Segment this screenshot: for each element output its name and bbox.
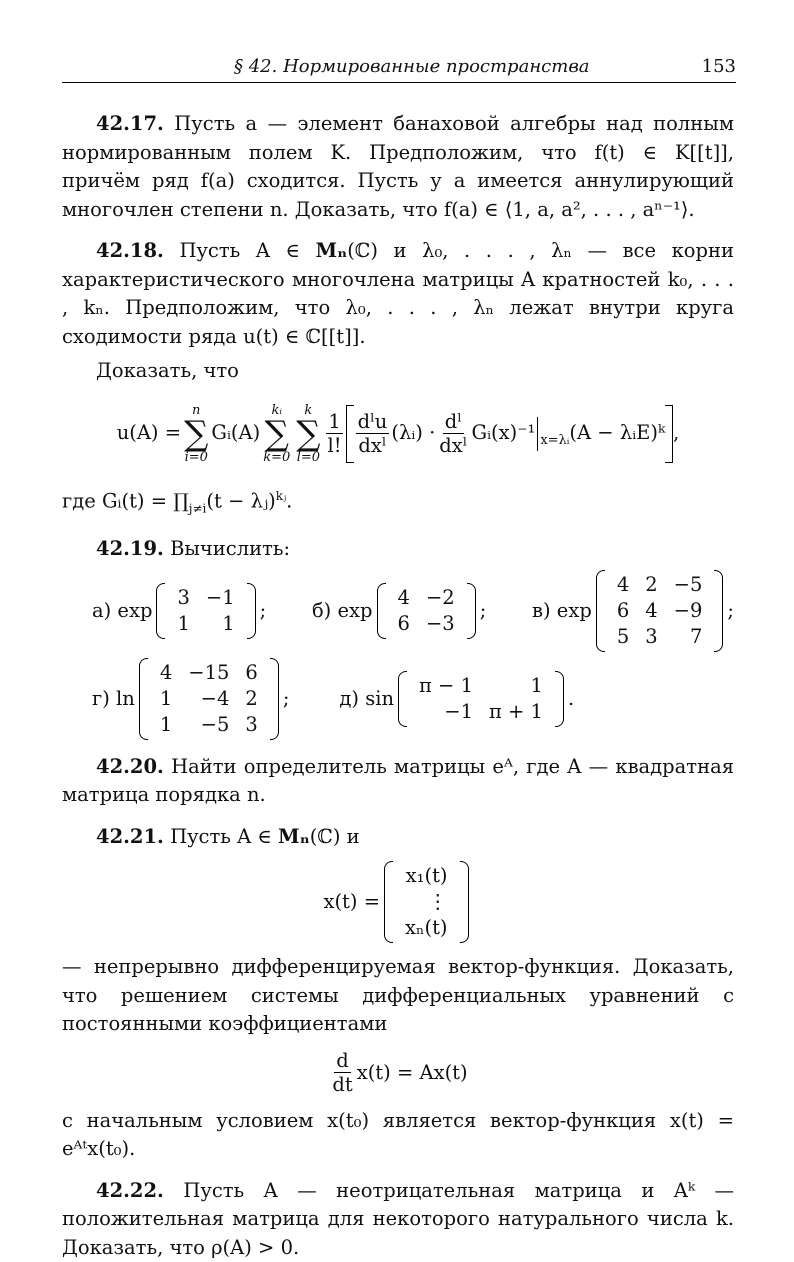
page-number: 153 <box>701 56 736 77</box>
matrix-cell: 4 <box>616 572 630 596</box>
exercise-end: ; <box>727 598 734 622</box>
problem-text-b: (ℂ) и <box>309 824 360 848</box>
matrix-right-paren <box>467 583 476 639</box>
exercise-end: ; <box>282 686 290 710</box>
exercise-d <box>339 671 574 727</box>
formula-Ginv: Gᵢ(x)⁻¹ <box>471 421 536 445</box>
frac-num: d <box>336 1048 349 1072</box>
problem-text: Вычислить: <box>170 537 291 561</box>
matrix-cell: −5 <box>673 572 703 596</box>
matrix-left-paren <box>377 583 386 639</box>
sum-top: kᵢ <box>271 402 282 418</box>
frac-den: dxˡ <box>358 434 387 457</box>
frac-num: dˡu <box>357 409 388 433</box>
sum-top: n <box>192 402 201 418</box>
matrix-cell: 1 <box>159 686 173 710</box>
left-bracket <box>346 405 354 463</box>
problem-number: 42.19. <box>96 537 164 561</box>
matrix-cell: 2 <box>245 686 258 710</box>
matrix-cell: 3 <box>245 712 258 736</box>
sum-l: k ∑ l=0 <box>296 402 321 465</box>
problem-42-19 <box>62 535 734 564</box>
formula-G: Gᵢ(A) <box>211 421 261 445</box>
formula-tail: (A − λᵢE)ᵏ <box>569 421 666 445</box>
matrix <box>156 583 255 639</box>
matrix-cell: −5 <box>200 712 230 736</box>
matrix-cell: 1 <box>177 611 190 635</box>
matrix-cell: ⋮ <box>428 890 448 914</box>
where-text: где Gᵢ(t) = ∏ <box>62 489 189 512</box>
problem-text-a: Пусть A ∈ <box>179 239 316 262</box>
matrix <box>398 671 564 727</box>
formula-eval: x=λᵢ <box>540 433 570 448</box>
running-header <box>62 54 736 83</box>
where-line <box>62 482 734 523</box>
where-rest: (t − λⱼ) <box>206 489 276 512</box>
frac-dlu <box>356 410 390 458</box>
formula-u-of-A <box>62 404 734 464</box>
problem-text: Пусть A — неотрицательная матрица и Aᵏ — положительная матрица для некоторого натурального числа k. Доказать, что ρ(A) > 0. <box>62 1178 734 1259</box>
formula-lhs: u(A) = <box>116 421 182 445</box>
matrix-cell: 3 <box>645 624 658 648</box>
exercise-a <box>92 583 266 639</box>
sum-bottom: i=0 <box>184 449 208 465</box>
matrix-cell: xₙ(t) <box>405 916 448 940</box>
problem-text: Найти определитель матрицы eᴬ, где A — квадратная матрица порядка n. <box>62 754 735 807</box>
problem-text: Пусть a — элемент банаховой алгебры над полным нормированным полем K. Предположим, что f(t) ∈ K[[t]], причём ряд f(a) сходится. Пусть у a имеется аннулирующий многочлен степени n. Доказать, что f(a) ∈ ⟨1, a, a², . . . , aⁿ⁻¹⟩. <box>62 112 734 221</box>
vector-lhs: x(t) = <box>323 890 381 914</box>
sum-k: kᵢ ∑ k=0 <box>263 402 291 465</box>
frac-den: dxˡ <box>439 434 468 457</box>
matrix-right-paren <box>460 861 469 943</box>
matrix-right-paren <box>270 658 279 740</box>
frac-den: dt <box>332 1073 353 1097</box>
matrix-cell: 1 <box>530 673 543 697</box>
continuation-text: — непрерывно дифференцируемая вектор-функция. Доказать, что решением системы дифференциальных уравнений с постоянными коэффициентами <box>62 955 734 1036</box>
matrix-cell: x₁(t) <box>405 864 448 888</box>
frac-d-dt <box>330 1049 354 1097</box>
sum-bottom: k=0 <box>263 449 291 465</box>
matrix-cell: 4 <box>397 585 410 609</box>
matrix-cell: −9 <box>673 598 703 622</box>
problem-42-22 <box>62 1177 734 1262</box>
problem-text-a: Пусть A ∈ <box>170 824 278 848</box>
matrix-right-paren <box>714 570 723 652</box>
matrix-cell: −3 <box>425 611 455 635</box>
matrix-cell: 6 <box>397 611 410 635</box>
header-title: § 42. Нормированные пространства <box>234 56 590 77</box>
problem-42-18 <box>62 237 734 351</box>
matrix-cell: −2 <box>425 585 455 609</box>
matrix-left-paren <box>398 671 407 727</box>
exercise-label: а) exp <box>92 598 153 622</box>
frac-1-over-lfact <box>326 410 344 458</box>
sum-bottom: l=0 <box>296 449 321 465</box>
content <box>62 110 734 1262</box>
initial-condition-text: с начальным условием x(t₀) является вектор-функция x(t) = eᴬᵗx(t₀). <box>62 1108 734 1161</box>
matrix-left-paren <box>384 861 393 943</box>
exercise-label: г) ln <box>92 686 135 710</box>
frac-num: dˡ <box>444 409 462 433</box>
prove-line: Доказать, что <box>96 359 239 382</box>
right-bracket <box>665 405 673 463</box>
where-sub: j≠i <box>188 500 207 515</box>
matrix-cell: 4 <box>159 660 173 684</box>
exercise-end: ; <box>259 598 267 622</box>
exercise-label: д) sin <box>339 686 395 710</box>
matrix-cell: 3 <box>177 585 190 609</box>
matrix-cell: π − 1 <box>419 673 473 697</box>
exercise-end: ; <box>479 598 487 622</box>
problem-text-b: (ℂ) и λ₀, . . . , λₙ — все корни характеристического многочлена матрицы A кратностей k₀, . . . , kₙ. Предположим, что λ₀, . . . , λₙ лежат внутри круга сходимости ряда u(t) ∈ ℂ[[t]]. <box>62 239 734 348</box>
matrix-cell: 7 <box>689 624 703 648</box>
exercise-g <box>92 658 289 740</box>
matrix-cell: 1 <box>159 712 173 736</box>
sum-i: n ∑ i=0 <box>184 402 209 465</box>
exercise-row-1 <box>92 570 734 652</box>
formula-lambda: (λᵢ) · <box>391 421 436 445</box>
matrix-cell: 6 <box>245 660 258 684</box>
frac-num: 1 <box>328 409 341 433</box>
problem-number: 42.17. <box>96 112 164 135</box>
matrix-cell: −15 <box>188 660 230 684</box>
frac-den: l! <box>327 434 342 457</box>
exercise-v <box>532 570 734 652</box>
problem-42-17 <box>62 110 734 224</box>
ode-equation: x(t) = Ax(t) <box>356 1060 468 1084</box>
matrix-cell: 2 <box>645 572 658 596</box>
matrix-left-paren <box>156 583 165 639</box>
problem-number: 42.18. <box>96 239 164 262</box>
exercise-row-2 <box>92 658 734 740</box>
ode-formula <box>62 1049 734 1097</box>
problem-number: 42.21. <box>96 824 164 848</box>
where-dot: . <box>286 489 293 512</box>
matrix-cell: 6 <box>616 598 630 622</box>
matrix-cell: −1 <box>205 585 235 609</box>
matrix-cell: −1 <box>444 699 473 723</box>
formula-end: , <box>673 421 680 445</box>
frac-dl <box>437 410 469 458</box>
problem-42-21 <box>62 823 734 852</box>
matrix-right-paren <box>555 671 564 727</box>
matrix-right-paren <box>247 583 256 639</box>
matrix <box>139 658 279 740</box>
problem-number: 42.20. <box>96 754 164 778</box>
matrix-cell: −4 <box>200 686 230 710</box>
matrix <box>377 583 476 639</box>
exercise-label: б) exp <box>311 598 373 622</box>
matrix-left-paren <box>596 570 605 652</box>
matrix-cell: 5 <box>616 624 630 648</box>
matrix-left-paren <box>139 658 148 740</box>
matrix-cell: 4 <box>645 598 658 622</box>
problem-number: 42.22. <box>96 1178 164 1202</box>
matrix-cell: 1 <box>222 611 235 635</box>
evaluation-bar <box>537 417 538 451</box>
where-sup: kⱼ <box>275 488 287 503</box>
exercise-b <box>312 583 486 639</box>
vector-matrix <box>384 861 469 943</box>
matrix-set-symbol: Mₙ <box>277 824 310 848</box>
matrix-set-symbol: Mₙ <box>315 239 348 262</box>
sum-top: k <box>304 402 313 418</box>
exercise-end: . <box>567 686 575 710</box>
problem-42-20 <box>62 753 734 810</box>
matrix-cell: π + 1 <box>489 699 543 723</box>
matrix <box>596 570 724 652</box>
exercise-label: в) exp <box>532 598 592 622</box>
vector-x-formula <box>62 861 734 943</box>
